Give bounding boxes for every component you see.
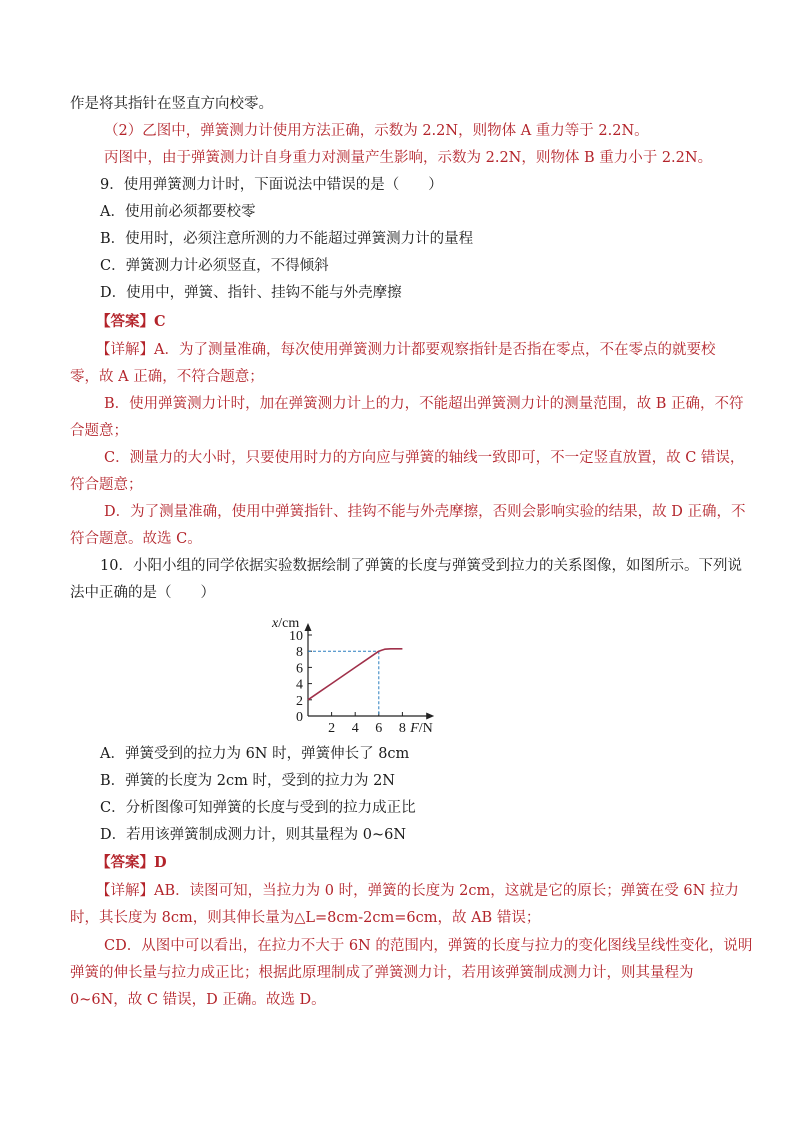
q10-option-b: B．弹簧的长度为 2cm 时，受到的拉力为 2N xyxy=(100,773,395,789)
q10-option-d: D．若用该弹簧制成测力计，则其量程为 0~6N xyxy=(100,827,407,843)
x-tick-label: 4 xyxy=(351,721,359,736)
prev-answer-part3: 丙图中，由于弹簧测力计自身重力对测量产生影响，示数为 2.2N，则物体 B 重力小于 2.2N。 xyxy=(104,150,713,166)
q9-detail-line: B．使用弹簧测力计时，加在弹簧测力计上的力，不能超出弹簧测力计的测量范围，故 B 正确，不符 xyxy=(104,396,744,412)
q9-detail-line: 【详解】A．为了测量准确，每次使用弹簧测力计都要观察指针是否指在零点，不在零点的就要校 xyxy=(96,342,716,358)
y-tick-label: 2 xyxy=(296,693,303,709)
question-10-stem-cont: 法中正确的是（ ） xyxy=(70,585,215,601)
x-tick-label: 6 xyxy=(375,721,383,736)
continued-line: 作是将其指针在竖直方向校零。 xyxy=(70,96,273,112)
prev-answer-part2: （2）乙图中，弹簧测力计使用方法正确，示数为 2.2N，则物体 A 重力等于 2.2N。 xyxy=(104,123,649,139)
q10-detail-line: 弹簧的伸长量与拉力成正比；根据此原理制成了弹簧测力计，若用该弹簧制成测力计，则其量程为 xyxy=(70,965,694,981)
spring-length-force-chart xyxy=(262,606,462,741)
q10-detail-line: 【详解】AB．读图可知，当拉力为 0 时，弹簧的长度为 2cm，这就是它的原长；弹簧在受 6N 拉力 xyxy=(96,883,739,899)
y-axis-arrow xyxy=(305,623,312,631)
q9-option-b: B．使用时，必须注意所测的力不能超过弹簧测力计的量程 xyxy=(100,231,474,247)
y-axis-label: x/cm xyxy=(272,616,300,631)
q9-detail-line: C．测量力的大小时，只要使用时力的方向应与弹簧的轴线一致即可，不一定竖直放置，故 C 错误， xyxy=(104,450,745,466)
question-9-stem: 9．使用弹簧测力计时，下面说法中错误的是（ ） xyxy=(100,177,443,193)
y-tick-label: 10 xyxy=(289,629,303,644)
q9-detail-line: 合题意； xyxy=(70,423,128,439)
q9-answer: 【答案】C xyxy=(96,313,166,330)
q9-option-a: A．使用前必须都要校零 xyxy=(100,204,256,220)
q10-answer: 【答案】D xyxy=(96,854,167,871)
q10-detail-line: CD．从图中可以看出，在拉力不大于 6N 的范围内，弹簧的长度与拉力的变化图线呈线性变化，说明 xyxy=(104,938,753,954)
q9-detail-line: D．为了测量准确，使用中弹簧指针、挂钩不能与外壳摩擦，否则会影响实验的结果，故 D 正确，不 xyxy=(104,504,746,520)
y-tick-label: 8 xyxy=(296,645,303,661)
question-10-stem: 10．小阳小组的同学依据实验数据绘制了弹簧的长度与弹簧受到拉力的关系图像，如图所示。下列说 xyxy=(100,558,742,574)
x-axis-label: F/N xyxy=(410,721,433,736)
q9-option-d: D．使用中，弹簧、指针、挂钩不能与外壳摩擦 xyxy=(100,285,402,301)
q9-option-c: C．弹簧测力计必须竖直，不得倾斜 xyxy=(100,258,329,274)
q9-detail-line: 符合题意； xyxy=(70,477,143,493)
y-tick-label: 4 xyxy=(296,677,303,693)
series-line xyxy=(308,649,402,700)
q10-option-a: A．弹簧受到的拉力为 6N 时，弹簧伸长了 8cm xyxy=(100,746,410,762)
q10-detail-line: 0~6N，故 C 错误，D 正确。故选 D。 xyxy=(70,992,326,1008)
q9-detail-line: 符合题意。故选 C。 xyxy=(70,531,202,547)
y-tick-label: 6 xyxy=(296,661,303,677)
x-axis-arrow xyxy=(426,713,434,720)
x-tick-label: 8 xyxy=(398,721,406,736)
q10-option-c: C．分析图像可知弹簧的长度与受到的拉力成正比 xyxy=(100,800,416,816)
q10-detail-line: 时，其长度为 8cm，则其伸长量为△L=8cm-2cm=6cm，故 AB 错误； xyxy=(70,910,541,926)
y-tick-label: 0 xyxy=(296,710,303,725)
q9-detail-line: 零，故 A 正确，不符合题意； xyxy=(70,369,264,385)
x-tick-label: 2 xyxy=(328,721,336,736)
